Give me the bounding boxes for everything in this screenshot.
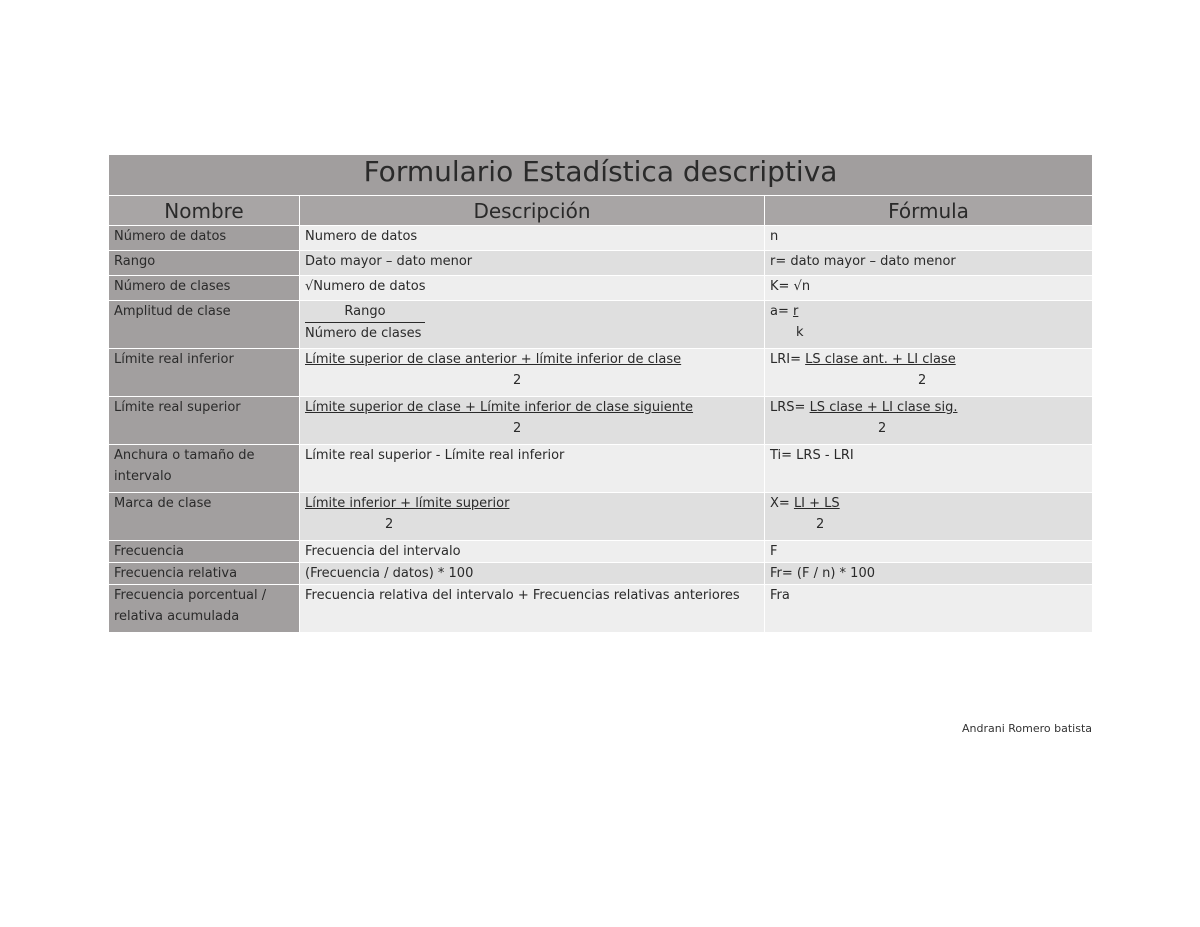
row-name: Frecuencia porcentual / relativa acumulada (109, 585, 300, 633)
desc-denominator: 2 (513, 373, 522, 388)
row-formula: r= dato mayor – dato menor (765, 251, 1093, 276)
desc-numerator: Límite inferior + límite superior (305, 496, 510, 511)
row-description: Dato mayor – dato menor (300, 251, 765, 276)
table-row (109, 349, 1093, 397)
row-formula (765, 493, 1093, 541)
formula-table (108, 154, 1093, 633)
row-formula (765, 301, 1093, 349)
table-title: Formulario Estadística descriptiva (109, 155, 1093, 196)
author-signature: Andrani Romero batista (961, 722, 1092, 735)
table-row (109, 563, 1093, 585)
desc-denominator: 2 (385, 517, 394, 532)
desc-numerator: Límite superior de clase + Límite inferior de clase siguiente (305, 400, 694, 415)
row-formula (765, 397, 1093, 445)
formula-prefix: a= (770, 304, 793, 319)
row-description: Frecuencia del intervalo (300, 541, 765, 563)
header-nombre: Nombre (109, 196, 300, 226)
table-row (109, 445, 1093, 493)
row-description: √Numero de datos (300, 276, 765, 301)
row-formula: F (765, 541, 1093, 563)
table-row (109, 585, 1093, 633)
formula-numerator: r (793, 304, 799, 319)
header-row (109, 196, 1093, 226)
header-formula: Fórmula (765, 196, 1093, 226)
row-formula: n (765, 226, 1093, 251)
row-description: Límite real superior - Límite real inferior (300, 445, 765, 493)
formula-prefix: LRI= (770, 352, 806, 367)
row-name: Frecuencia (109, 541, 300, 563)
row-name: Amplitud de clase (109, 301, 300, 349)
desc-denominator: Número de clases (305, 326, 422, 341)
row-description (300, 493, 765, 541)
formula-denominator: 2 (816, 517, 825, 532)
row-name: Límite real superior (109, 397, 300, 445)
table-row (109, 541, 1093, 563)
row-name: Número de datos (109, 226, 300, 251)
row-description: Numero de datos (300, 226, 765, 251)
formula-numerator: LS clase + LI clase sig. (809, 400, 958, 415)
row-name: Anchura o tamaño de intervalo (109, 445, 300, 493)
table-row (109, 301, 1093, 349)
formula-prefix: X= (770, 496, 794, 511)
row-description: Frecuencia relativa del intervalo + Frecuencias relativas anteriores (300, 585, 765, 633)
row-name: Frecuencia relativa (109, 563, 300, 585)
table-row (109, 493, 1093, 541)
row-name: Límite real inferior (109, 349, 300, 397)
desc-denominator: 2 (513, 421, 522, 436)
desc-numerator: Rango (305, 301, 425, 323)
table-row (109, 226, 1093, 251)
row-name: Número de clases (109, 276, 300, 301)
formula-denominator: 2 (878, 421, 887, 436)
formula-numerator: LI + LS (793, 496, 840, 511)
row-description: (Frecuencia / datos) * 100 (300, 563, 765, 585)
table-row (109, 397, 1093, 445)
header-descripcion: Descripción (300, 196, 765, 226)
formula-prefix: LRS= (770, 400, 810, 415)
row-name: Rango (109, 251, 300, 276)
row-description (300, 397, 765, 445)
row-description (300, 349, 765, 397)
row-formula: Fr= (F / n) * 100 (765, 563, 1093, 585)
formula-numerator: LS clase ant. + LI clase (805, 352, 956, 367)
formula-denominator: k (796, 325, 804, 340)
row-name: Marca de clase (109, 493, 300, 541)
table-row (109, 251, 1093, 276)
row-formula: Ti= LRS - LRI (765, 445, 1093, 493)
formula-denominator: 2 (918, 373, 927, 388)
table-row (109, 276, 1093, 301)
desc-numerator: Límite superior de clase anterior + límite inferior de clase (305, 352, 682, 367)
row-formula: K= √n (765, 276, 1093, 301)
row-formula: Fra (765, 585, 1093, 633)
row-formula (765, 349, 1093, 397)
row-description (300, 301, 765, 349)
